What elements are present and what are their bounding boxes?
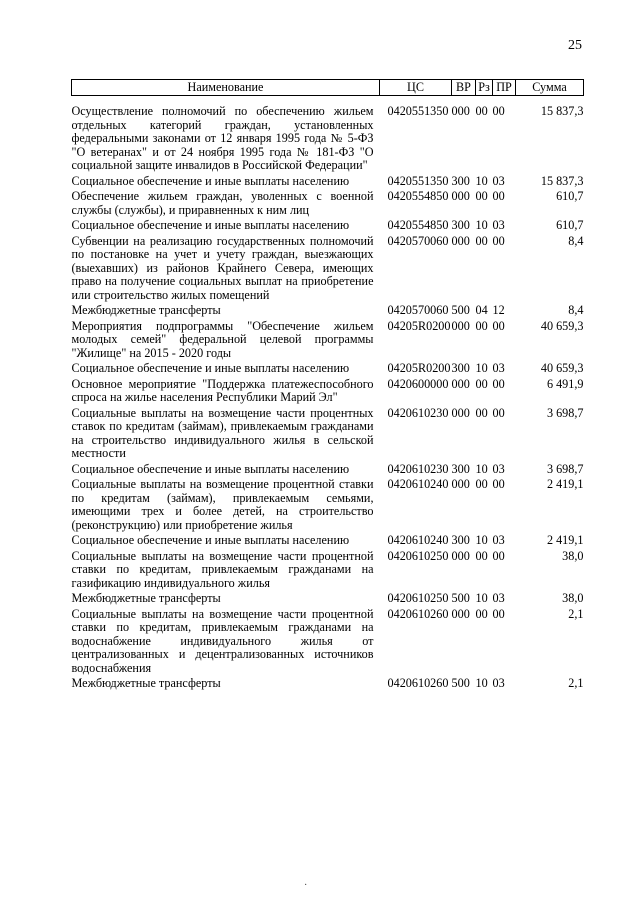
- cell-rz: 00: [475, 104, 488, 118]
- cell-cs: 0420551350: [387, 104, 449, 118]
- cell-sum: 2,1: [568, 606, 584, 621]
- cell-vr: 000: [451, 376, 470, 391]
- cell-pr: 00: [492, 477, 505, 491]
- budget-table: [71, 79, 584, 693]
- cell-cs: 0420610260: [387, 676, 449, 690]
- cell-name: Социальные выплаты на возмещение части процентной ставки по кредитам, привлекаемым гражданами на газификацию индивидуального жилья: [71, 548, 374, 590]
- cell-pr: 03: [492, 591, 505, 605]
- cell-pr: 12: [492, 303, 505, 317]
- table-row: [72, 105, 584, 175]
- cell-sum: 40 659,3: [540, 361, 584, 375]
- cell-sum: 2 419,1: [546, 477, 584, 491]
- table-row: [72, 592, 584, 608]
- table-row: [72, 534, 584, 550]
- cell-pr: 00: [492, 606, 505, 621]
- cell-rz: 10: [475, 533, 488, 547]
- cell-rz: 10: [475, 591, 488, 605]
- cell-sum: 2,1: [568, 676, 584, 690]
- cell-cs: 0420570060: [387, 303, 449, 317]
- cell-vr: 000: [451, 233, 470, 248]
- cell-pr: 00: [492, 104, 505, 118]
- cell-vr: 000: [451, 477, 470, 491]
- cell-name: Социальное обеспечение и иные выплаты населению: [71, 461, 350, 476]
- table-row: [72, 304, 584, 320]
- cell-sum: 8,4: [568, 303, 584, 317]
- cell-vr: 500: [451, 591, 470, 605]
- table-row: [72, 463, 584, 479]
- cell-vr: 500: [451, 676, 470, 690]
- cell-cs: 04205R0200: [387, 318, 451, 333]
- cell-name: Субвенции на реализацию государственных полномочий по постановке на учет и учету граждан, выезжающих (выехавших) из районов Крайнего Севера, имеющих право на получение социальных выплат на приобретение или строительство жилых помещений: [71, 233, 374, 302]
- cell-sum: 40 659,3: [540, 318, 584, 333]
- cell-rz: 10: [475, 461, 488, 476]
- table-row: [72, 677, 584, 693]
- table-row: [72, 219, 584, 235]
- cell-name: Социальные выплаты на возмещение процентной ставки по кредитам (займам), привлекаемым семьями, имеющими трех и более детей, на строительство (реконструкцию) или приобретение жилья: [71, 477, 374, 532]
- cell-vr: 300: [451, 361, 470, 375]
- footer-mark: ·: [304, 880, 308, 891]
- header-rz: Рз: [476, 80, 493, 96]
- cell-vr: 300: [451, 173, 470, 188]
- header-cs: ЦС: [380, 80, 452, 96]
- cell-pr: 03: [492, 533, 505, 547]
- cell-vr: 000: [451, 606, 470, 621]
- cell-sum: 6 491,9: [546, 376, 584, 391]
- cell-rz: 10: [475, 676, 488, 690]
- cell-rz: 00: [475, 606, 488, 621]
- cell-rz: 00: [475, 233, 488, 248]
- cell-cs: 0420554850: [387, 218, 449, 232]
- cell-pr: 03: [492, 173, 505, 188]
- cell-cs: 0420610230: [387, 405, 449, 420]
- cell-name: Социальное обеспечение и иные выплаты населению: [71, 533, 350, 547]
- cell-pr: 03: [492, 218, 505, 232]
- cell-cs: 0420551350: [387, 173, 449, 188]
- cell-pr: 03: [492, 676, 505, 690]
- cell-name: Межбюджетные трансферты: [71, 591, 221, 605]
- cell-pr: 00: [492, 405, 505, 420]
- cell-vr: 000: [451, 104, 470, 118]
- table-row: [72, 190, 584, 219]
- table-body: [72, 105, 584, 693]
- cell-sum: 2 419,1: [546, 533, 584, 547]
- cell-rz: 00: [475, 318, 488, 333]
- cell-rz: 04: [475, 303, 488, 317]
- cell-cs: 0420610240: [387, 477, 449, 491]
- cell-rz: 10: [475, 361, 488, 375]
- cell-sum: 15 837,3: [540, 104, 584, 118]
- cell-vr: 000: [451, 548, 470, 563]
- cell-vr: 300: [451, 461, 470, 476]
- cell-sum: 38,0: [562, 591, 584, 605]
- cell-rz: 00: [475, 189, 488, 203]
- table-row: [72, 320, 584, 363]
- cell-sum: 610,7: [556, 189, 584, 203]
- table-row: [72, 378, 584, 407]
- cell-cs: 0420600000: [387, 376, 449, 391]
- cell-sum: 3 698,7: [546, 405, 584, 420]
- cell-vr: 300: [451, 218, 470, 232]
- page-number: 25: [568, 38, 582, 53]
- header-name: Наименование: [72, 80, 380, 96]
- table-header-row: [72, 80, 584, 96]
- cell-name: Межбюджетные трансферты: [71, 676, 221, 690]
- cell-cs: 0420610230: [387, 461, 449, 476]
- table-row: [72, 175, 584, 191]
- cell-vr: 000: [451, 189, 470, 203]
- cell-pr: 00: [492, 318, 505, 333]
- cell-name: Осуществление полномочий по обеспечению жильем отдельных категорий граждан, установленных федеральными законами от 12 января 1995 года № 5-ФЗ "О ветеранах" и от 24 ноября 1995 года № 181-ФЗ "О социальной защите инвалидов в Российской Федерации": [71, 104, 374, 172]
- header-sum: Сумма: [516, 80, 584, 96]
- cell-rz: 10: [475, 218, 488, 232]
- cell-rz: 00: [475, 405, 488, 420]
- cell-sum: 3 698,7: [546, 461, 584, 476]
- cell-name: Социальное обеспечение и иные выплаты населению: [71, 173, 350, 188]
- cell-name: Мероприятия подпрограммы "Обеспечение жильем молодых семей" федеральной целевой программы "Жилище" на 2015 - 2020 годы: [71, 318, 374, 360]
- cell-cs: 0420554850: [387, 189, 449, 203]
- cell-vr: 500: [451, 303, 470, 317]
- table-row: [72, 235, 584, 305]
- cell-rz: 10: [475, 173, 488, 188]
- cell-cs: 0420610250: [387, 548, 449, 563]
- cell-name: Социальные выплаты на возмещение части процентных ставок по кредитам (займам), привлекаемым гражданами на строительство индивидуального жилья в сельской местности: [71, 405, 374, 460]
- cell-name: Межбюджетные трансферты: [71, 303, 221, 317]
- cell-vr: 000: [451, 405, 470, 420]
- header-pr: ПР: [493, 80, 516, 96]
- cell-cs: 0420570060: [387, 233, 449, 248]
- cell-name: Основное мероприятие "Поддержка платежеспособного спроса на жилье населения Республики Марий Эл": [71, 376, 374, 404]
- cell-pr: 00: [492, 233, 505, 248]
- table-row: [72, 550, 584, 593]
- cell-name: Обеспечение жильем граждан, уволенных с военной службы (службы), и приравненных к ним лиц: [71, 189, 374, 217]
- cell-vr: 000: [451, 318, 470, 333]
- cell-rz: 00: [475, 477, 488, 491]
- cell-name: Социальные выплаты на возмещение части процентной ставки по кредитам, привлекаемым гражданами на водоснабжение индивидуального жилья от централизованных и децентрализованных источников водоснабжения: [71, 606, 374, 675]
- cell-cs: 0420610240: [387, 533, 449, 547]
- cell-vr: 300: [451, 533, 470, 547]
- cell-rz: 00: [475, 376, 488, 391]
- cell-sum: 15 837,3: [540, 173, 584, 188]
- cell-pr: 00: [492, 548, 505, 563]
- cell-sum: 610,7: [556, 218, 584, 232]
- table-row: [72, 362, 584, 378]
- table-row: [72, 478, 584, 534]
- cell-name: Социальное обеспечение и иные выплаты населению: [71, 361, 350, 375]
- cell-name: Социальное обеспечение и иные выплаты населению: [71, 218, 350, 232]
- cell-pr: 03: [492, 461, 505, 476]
- cell-sum: 38,0: [562, 548, 584, 563]
- cell-sum: 8,4: [568, 233, 584, 248]
- table-row: [72, 407, 584, 463]
- cell-cs: 0420610260: [387, 606, 449, 621]
- cell-pr: 00: [492, 189, 505, 203]
- cell-cs: 04205R0200: [387, 361, 451, 375]
- cell-cs: 0420610250: [387, 591, 449, 605]
- table-row: [72, 608, 584, 678]
- header-vr: ВР: [452, 80, 476, 96]
- cell-rz: 00: [475, 548, 488, 563]
- cell-pr: 00: [492, 376, 505, 391]
- cell-pr: 03: [492, 361, 505, 375]
